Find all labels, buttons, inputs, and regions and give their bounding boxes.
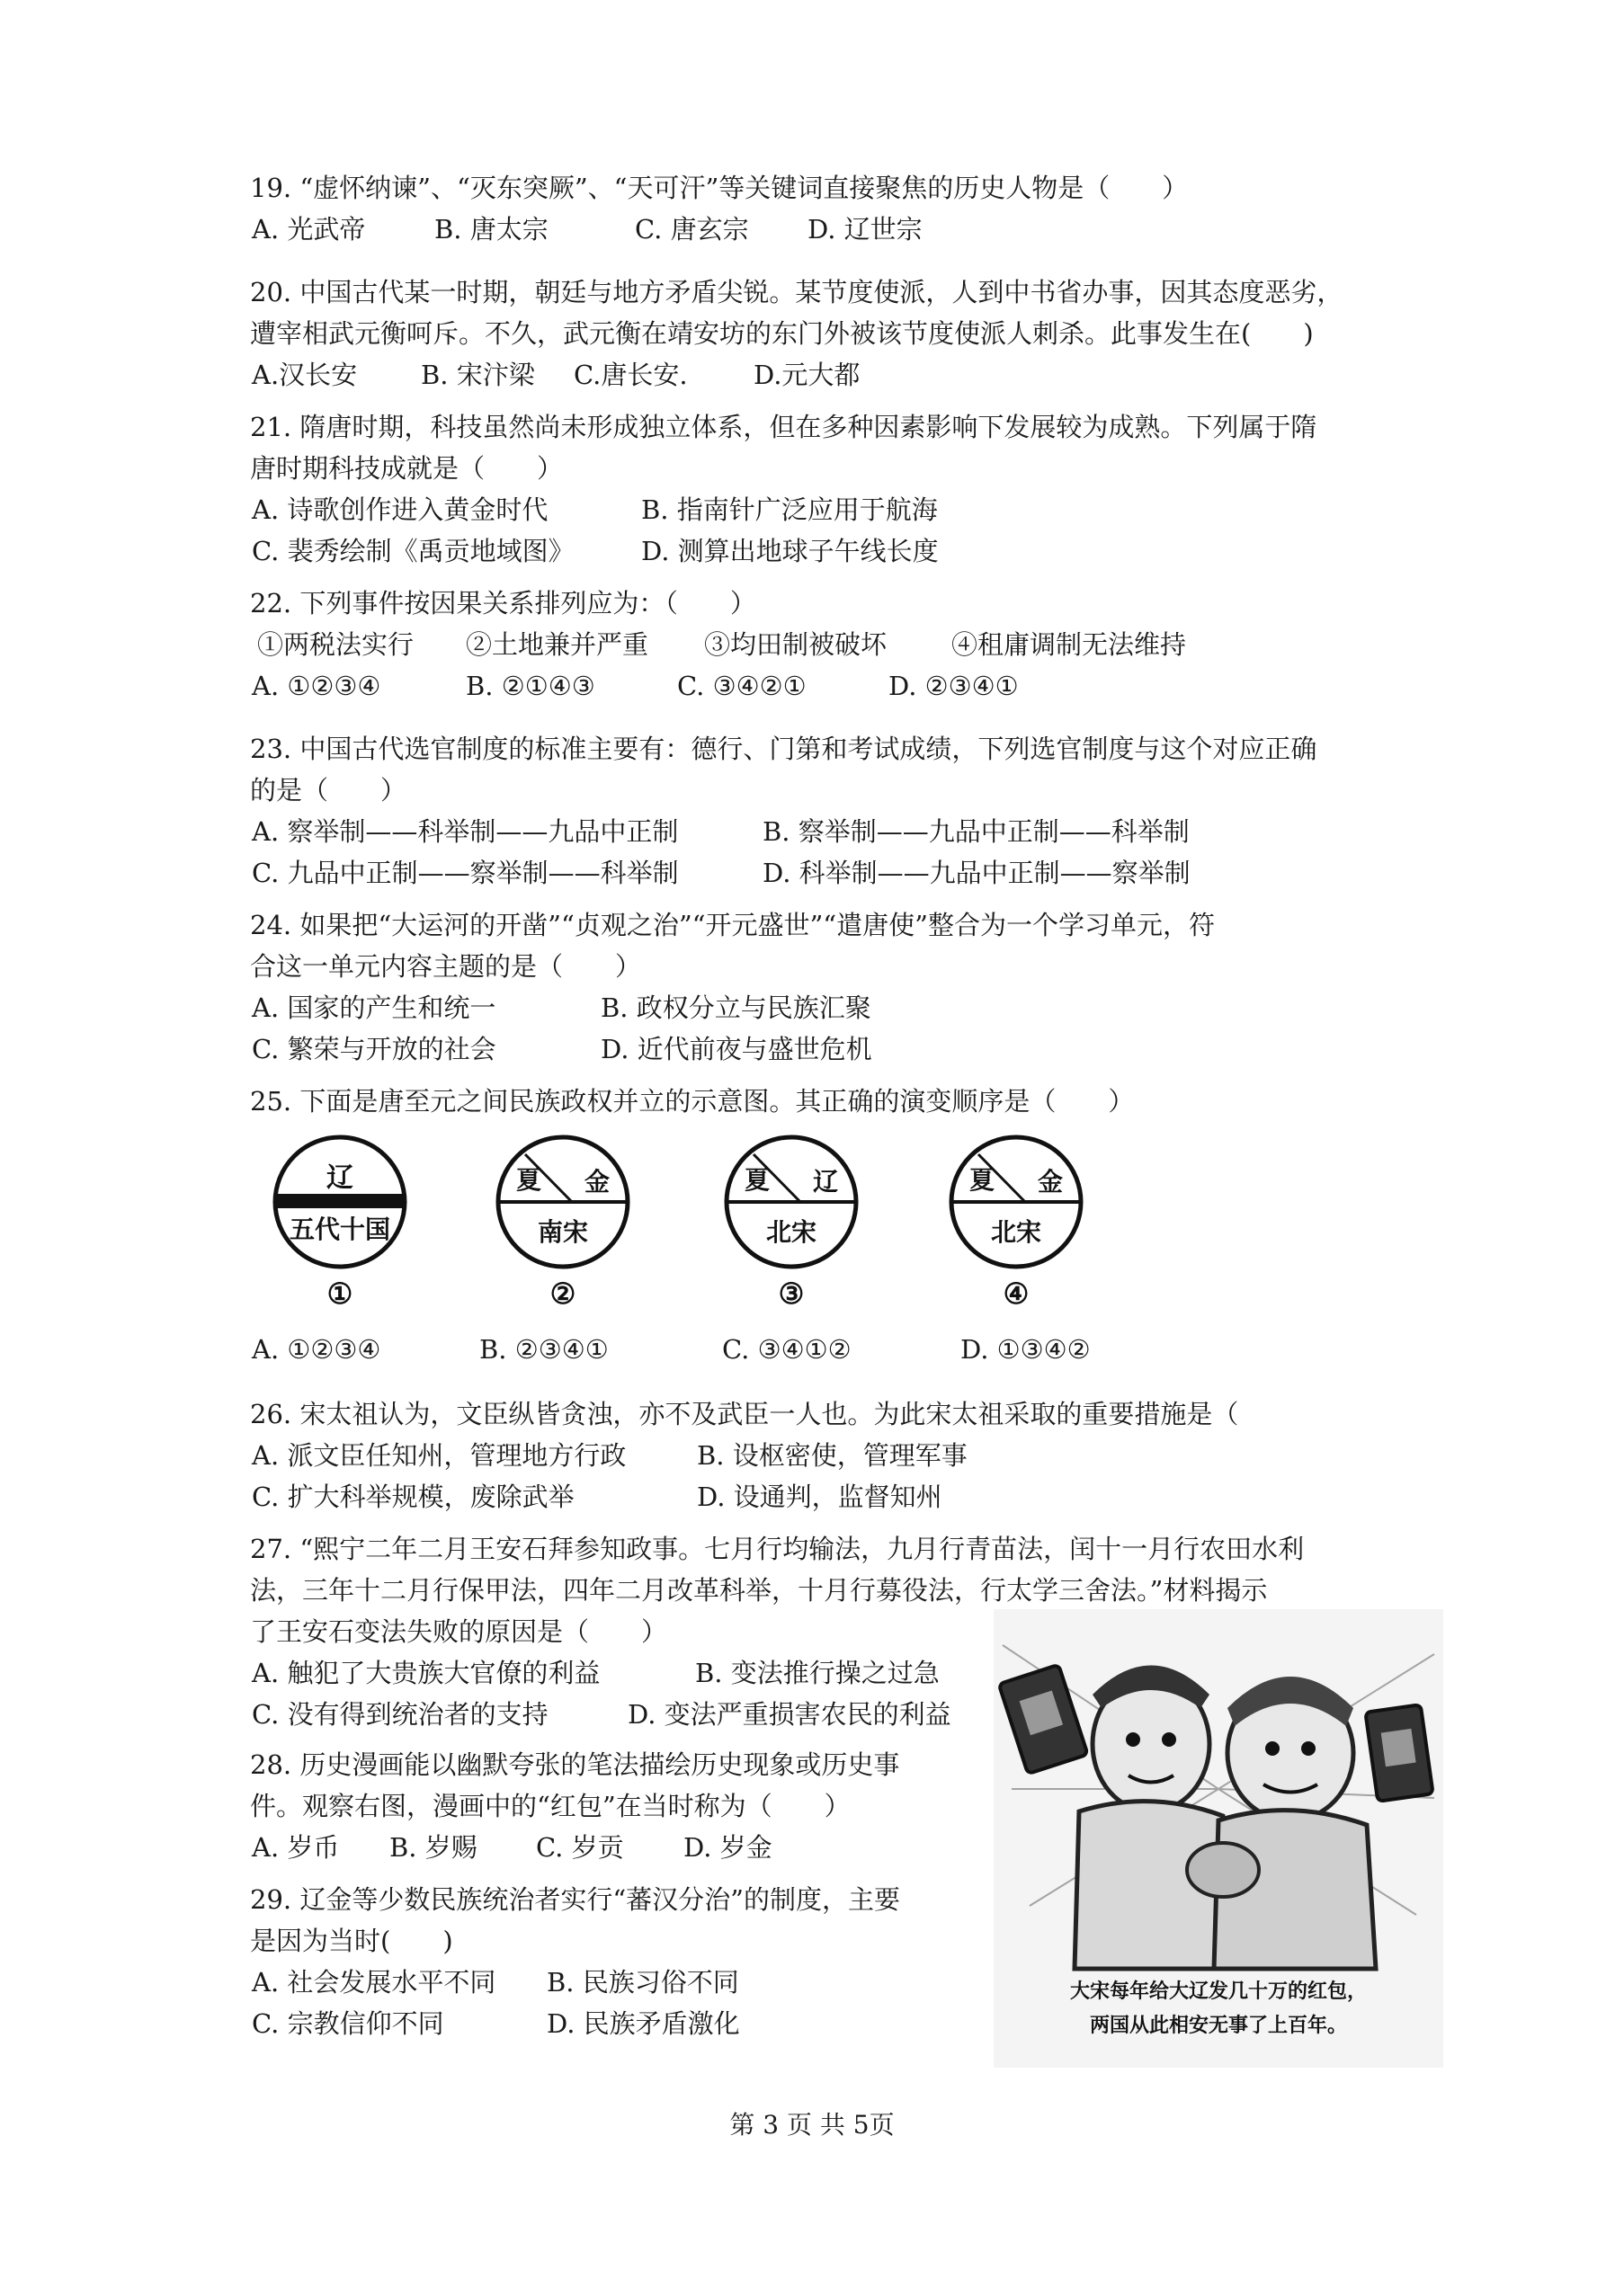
question-20-options <box>250 354 1401 396</box>
q19-option-d: D. 辽世宗 <box>808 214 923 245</box>
diagram-4-number: ④ <box>1003 1277 1030 1311</box>
q26-option-a: A. 派文臣任知州，管理地方行政 <box>252 1440 627 1471</box>
question-23-stem-line2: 的是（ ） <box>250 775 407 805</box>
q24-option-d: D. 近代前夜与盛世危机 <box>601 1034 872 1064</box>
q27-option-c: C. 没有得到统治者的支持 <box>252 1699 549 1730</box>
q26-option-c: C. 扩大科举规模，废除武举 <box>252 1482 575 1512</box>
q25-option-b: B. ②③④① <box>479 1334 609 1365</box>
question-21-options-row2 <box>250 530 1401 572</box>
diagram-3-number: ③ <box>778 1277 805 1311</box>
diagram-4-top-left-label: 夏 <box>968 1165 995 1195</box>
cartoon-caption-line1: 大宋每年给大辽发几十万的红包， <box>1069 1980 1367 2003</box>
q20-option-a: A.汉长安 <box>252 360 358 390</box>
q21-option-b: B. 指南针广泛应用于航海 <box>641 494 938 525</box>
question-24-options-row1 <box>250 987 1401 1028</box>
question-27-stem-line1: 27. “熙宁二年二月王安石拜参知政事。七月行均输法，九月行青苗法，闰十一月行农田水利 <box>250 1534 1305 1564</box>
diagram-1-number: ① <box>326 1277 353 1311</box>
question-20 <box>250 271 1401 396</box>
question-29 <box>250 1879 996 2044</box>
cartoon-caption <box>1007 1974 1430 2042</box>
question-22-stem: 22. 下列事件按因果关系排列应为：（ ） <box>250 588 756 618</box>
q23-option-b: B. 察举制——九品中正制——科举制 <box>763 816 1190 847</box>
diagram-3-top-left-label: 夏 <box>744 1165 771 1195</box>
diagram-3-bottom-label: 北宋 <box>765 1217 817 1247</box>
question-24 <box>250 904 1401 1070</box>
question-25 <box>250 1081 1401 1122</box>
q25-option-d: D. ①③④② <box>960 1334 1091 1365</box>
q24-option-b: B. 政权分立与民族汇聚 <box>601 992 871 1023</box>
q22-option-c: C. ③④②① <box>677 671 807 701</box>
question-20-stem-line1: 20. 中国古代某一时期，朝廷与地方矛盾尖锐。某节度使派，人到中书省办事，因其态度恶劣， <box>250 277 1343 307</box>
q20-option-b: B. 宋汴梁 <box>421 360 535 390</box>
q29-option-b: B. 民族习俗不同 <box>547 1967 739 1998</box>
question-22-items <box>250 624 1401 665</box>
diagram-1 <box>250 1135 430 1314</box>
question-24-options-row2 <box>250 1028 1401 1070</box>
q22-item-2: ②土地兼并严重 <box>466 629 649 660</box>
question-23-options-row2 <box>250 852 1401 894</box>
question-21 <box>250 406 1401 572</box>
question-24-stem-line1: 24. 如果把“大运河的开凿”“贞观之治”“开元盛世”“遣唐使”整合为一个学习单元，符 <box>250 910 1215 940</box>
diagram-2-top-right-label: 金 <box>584 1167 611 1197</box>
diagram-1-top-label: 辽 <box>326 1162 353 1194</box>
question-22-options <box>250 665 1401 707</box>
q23-option-c: C. 九品中正制——察举制——科举制 <box>252 858 679 888</box>
q25-option-c: C. ③④①② <box>722 1334 852 1365</box>
q24-option-c: C. 繁荣与开放的社会 <box>252 1034 496 1064</box>
question-29-stem-line2: 是因为当时( ) <box>250 1926 453 1956</box>
question-29-stem-line1: 29. 辽金等少数民族统治者实行“蕃汉分治”的制度，主要 <box>250 1884 900 1915</box>
q27-option-a: A. 触犯了大贵族大官僚的利益 <box>252 1658 601 1688</box>
question-27-stem-line3: 了王安石变法失败的原因是（ ） <box>250 1616 668 1647</box>
q27-option-b: B. 变法推行操之过急 <box>695 1658 940 1688</box>
diagram-4 <box>926 1135 1106 1314</box>
q23-option-d: D. 科举制——九品中正制——察举制 <box>763 858 1191 888</box>
question-22 <box>250 583 1401 707</box>
question-28 <box>250 1744 996 1868</box>
question-29-options-row1 <box>250 1962 996 2003</box>
question-24-stem-line2: 合这一单元内容主题的是（ ） <box>250 951 642 982</box>
question-26-options-row1 <box>250 1435 1401 1476</box>
q22-item-4: ④租庸调制无法维持 <box>951 629 1187 660</box>
q26-option-b: B. 设枢密使，管理军事 <box>697 1440 968 1471</box>
q19-option-c: C. 唐玄宗 <box>635 214 749 245</box>
question-23-stem-line1: 23. 中国古代选官制度的标准主要有：德行、门第和考试成绩，下列选官制度与这个对应正确 <box>250 734 1317 764</box>
q28-option-d: D. 岁金 <box>683 1832 772 1863</box>
question-26-stem: 26. 宋太祖认为，文臣纵皆贪浊，亦不及武臣一人也。为此宋太祖采取的重要措施是（ <box>250 1399 1239 1429</box>
q21-option-d: D. 测算出地球子午线长度 <box>641 536 939 566</box>
q19-option-b: B. 唐太宗 <box>434 214 549 245</box>
question-21-stem-line2: 唐时期科技成就是（ ） <box>250 453 564 484</box>
diagram-2-top-left-label: 夏 <box>515 1165 542 1195</box>
q19-option-a: A. 光武帝 <box>252 214 366 245</box>
q22-option-b: B. ②①④③ <box>466 671 595 701</box>
q26-option-d: D. 设通判，监督知州 <box>697 1482 942 1512</box>
question-23 <box>250 728 1401 894</box>
q28-option-a: A. 岁币 <box>252 1832 340 1863</box>
q20-option-d: D.元大都 <box>754 360 861 390</box>
question-28-stem-line2: 件。观察右图，漫画中的“红包”在当时称为（ ） <box>250 1791 851 1821</box>
question-19-options <box>250 209 1401 250</box>
question-19 <box>250 167 1401 250</box>
q20-option-c: C.唐长安. <box>574 360 688 390</box>
question-19-stem: 19. “虚怀纳谏”、“灭东突厥”、“天可汗”等关键词直接聚焦的历史人物是（ ） <box>250 173 1189 203</box>
question-25-stem: 25. 下面是唐至元之间民族政权并立的示意图。其正确的演变顺序是（ ） <box>250 1086 1135 1117</box>
question-29-options-row2 <box>250 2003 996 2044</box>
q27-option-d: D. 变法严重损害农民的利益 <box>628 1699 951 1730</box>
q21-option-c: C. 裴秀绘制《禹贡地域图》 <box>252 536 575 566</box>
page-footer: 第 3 页 共 5页 <box>729 2110 895 2140</box>
diagram-3-top-right-label: 辽 <box>812 1167 839 1197</box>
question-25-options <box>250 1329 1401 1370</box>
question-26-options-row2 <box>250 1476 1401 1517</box>
q22-item-3: ③均田制被破坏 <box>704 629 888 660</box>
q29-option-d: D. 民族矛盾激化 <box>547 2008 740 2039</box>
question-21-options-row1 <box>250 489 1401 530</box>
q28-option-c: C. 岁贡 <box>536 1832 624 1863</box>
q22-item-1: ①两税法实行 <box>257 629 415 660</box>
q22-option-a: A. ①②③④ <box>252 671 381 701</box>
diagram-3 <box>701 1135 881 1314</box>
diagram-1-bottom-label: 五代十国 <box>289 1215 391 1244</box>
question-25-diagrams <box>250 1135 1149 1314</box>
q21-option-a: A. 诗歌创作进入黄金时代 <box>252 494 549 525</box>
question-23-options-row1 <box>250 811 1401 852</box>
q29-option-c: C. 宗教信仰不同 <box>252 2008 444 2039</box>
cartoon-caption-line2: 两国从此相安无事了上百年。 <box>1089 2014 1347 2037</box>
q29-option-a: A. 社会发展水平不同 <box>252 1967 496 1998</box>
q28-option-b: B. 岁赐 <box>389 1832 477 1863</box>
question-20-stem-line2: 遭宰相武元衡呵斥。不久，武元衡在靖安坊的东门外被该节度使派人刺杀。此事发生在( ) <box>250 318 1314 349</box>
question-27-stem-line2: 法，三年十二月行保甲法，四年二月改革科举，十月行募役法，行太学三舍法。”材料揭示 <box>250 1575 1268 1606</box>
question-28-options <box>250 1827 996 1868</box>
diagram-4-top-right-label: 金 <box>1037 1167 1064 1197</box>
diagram-2-number: ② <box>549 1277 576 1311</box>
q22-option-d: D. ②③④① <box>888 671 1019 701</box>
question-25-options-block <box>250 1329 1401 1370</box>
diagram-2-bottom-label: 南宋 <box>537 1217 589 1247</box>
question-26 <box>250 1393 1401 1517</box>
diagram-4-bottom-label: 北宋 <box>990 1217 1042 1247</box>
q23-option-a: A. 察举制——科举制——九品中正制 <box>252 816 679 847</box>
diagram-2 <box>473 1135 653 1314</box>
question-21-stem-line1: 21. 隋唐时期，科技虽然尚未形成独立体系，但在多种因素影响下发展较为成熟。下列属于隋 <box>250 412 1317 442</box>
q24-option-a: A. 国家的产生和统一 <box>252 992 496 1023</box>
question-28-stem-line1: 28. 历史漫画能以幽默夸张的笔法描绘历史现象或历史事 <box>250 1749 900 1780</box>
q25-option-a: A. ①②③④ <box>252 1334 381 1365</box>
